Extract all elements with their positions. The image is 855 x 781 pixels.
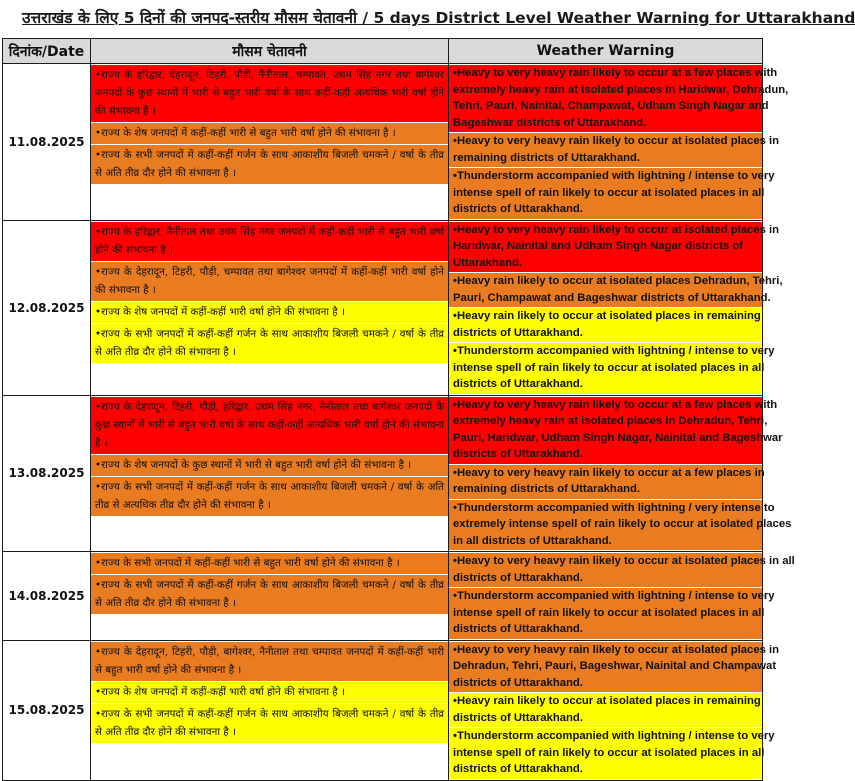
page-title: उत्तराखंड के लिए 5 दिनों की जनपद-स्तरीय मौसम चेतावनी / 5 days District Level Weather Warning for Uttarakhand — [22, 9, 855, 27]
warning-text-line: Pauri, Champawat and Bageshwar districts of Uttarakhand. — [453, 291, 771, 304]
english-warning-item-orange — [449, 588, 775, 639]
warning-text-line: intense spell of rain likely to occur at isolated places in all — [453, 606, 765, 619]
english-warning-item-red — [449, 397, 783, 464]
table-row — [3, 220, 763, 395]
warning-text-line: extremely heavy rain at isolated places in Haridwar, Dehradun, — [453, 83, 789, 96]
english-warning-column-header: Weather Warning — [449, 39, 763, 64]
hindi-warning-cell — [91, 220, 449, 395]
english-warning-cell — [449, 640, 780, 780]
english-warning-cell — [449, 552, 795, 641]
warning-text-line: remaining districts of Uttarakhand. — [453, 483, 641, 495]
warning-text-line: •Heavy to very heavy rain likely to occur at isolated places in — [453, 223, 780, 236]
warning-text-line: districts of Uttarakhand. — [453, 763, 583, 775]
hindi-warning-cell — [91, 640, 449, 780]
english-warning-cell — [449, 64, 789, 221]
hindi-warning-item-yellow: •राज्य के सभी जनपदों में कहीं-कहीं गर्जन के साथ आकाशीय बिजली चमकने / वर्षा के तीव्र से अति तीव्र दौर होने की संभावना है । — [91, 324, 448, 363]
warning-text-line: •Thunderstorm accompanied with lightning / intense to very — [453, 730, 775, 742]
warning-text-line: •Thunderstorm accompanied with lightning / intense to very — [453, 345, 775, 357]
warning-text-line: districts of Uttarakhand. — [453, 623, 583, 635]
hindi-warning-cell — [91, 552, 449, 641]
hindi-warning-item-orange: •राज्य के सभी जनपदों में कहीं-कहीं गर्जन के साथ आकाशीय बिजली चमकने / वर्षा के तीव्र से अति तीव्र दौर होने की संभावना है । — [91, 575, 448, 614]
date-cell: 13.08.2025 — [3, 395, 91, 552]
warning-text-line: districts of Uttarakhand. — [453, 448, 583, 460]
warning-text-line: intense spell of rain likely to occur at isolated places in all — [453, 186, 765, 199]
warning-table — [2, 38, 795, 781]
hindi-warning-cell — [91, 395, 449, 552]
warning-text-line: Haridwar, Nainital and Udham Singh Nagar districts of — [453, 240, 744, 252]
english-warning-item-orange — [449, 500, 792, 551]
warning-text-line: extremely heavy rain at isolated places in Dehradun, Tehri, — [453, 415, 768, 427]
english-warning-item-red — [449, 222, 780, 273]
english-warning-item-red — [449, 65, 789, 132]
warning-text-line: districts of Uttarakhand. — [453, 203, 583, 215]
date-cell: 11.08.2025 — [3, 64, 91, 221]
english-warning-item-orange — [449, 273, 783, 307]
hindi-warning-item-yellow: •राज्य के शेष जनपदों में कहीं-कहीं भारी वर्षा होने की संभावना है । — [91, 302, 448, 323]
english-warning-cell — [449, 395, 792, 552]
hindi-warning-item-orange: •राज्य के देहरादून, टिहरी, पौड़ी, बागेश्वर, नैनीताल तथा चम्पावत जनपदों में कहीं-कहीं भारी से बहुत भारी वर्षा होने की संभावना है । — [91, 642, 448, 681]
hindi-warning-item-red: •राज्य के देहरादून, टिहरी, पौड़ी, हरिद्वार, उधम सिंह नगर, नैनीताल तथा बागेश्वर जनपदों के कुछ स्थानों में भारी से बहुत भारी वर्षा के साथ कहीं-कहीं अत्यधिक भारी वर्षा होने की संभावना है । — [91, 397, 448, 454]
warning-text-line: Dehradun, Tehri, Pauri, Bageshwar, Nainital and Champawat — [453, 660, 777, 672]
english-warning-item-yellow — [449, 728, 775, 779]
warning-text-line: districts of Uttarakhand. — [453, 711, 583, 724]
english-warning-item-orange — [449, 642, 780, 693]
warning-text-line: Uttarakhand. — [453, 256, 523, 269]
hindi-warning-item-red: •राज्य के हरिद्वार, देहरादून, टिहरी, पौड़ी, नैनीताल, चम्पावत, उधम सिंह नगर तथा बागेश्वर जनपदों के कुछ स्थानों में भारी से बहुत भारी वर्षा के साथ कहीं-कहीं अत्यधिक भारी वर्षा होने की संभावना है । — [91, 65, 448, 122]
date-column-header: दिनांक/Date — [3, 39, 91, 64]
hindi-warning-item-orange: •राज्य के शेष जनपदों के कुछ स्थानों में भारी से बहुत भारी वर्षा होने की संभावना है । — [91, 455, 448, 476]
warning-text-line: •Thunderstorm accompanied with lightning / intense to very — [453, 170, 775, 182]
warning-text-line: districts of Uttarakhand. — [453, 326, 583, 339]
english-warning-cell — [449, 220, 783, 395]
english-warning-item-orange — [449, 553, 795, 587]
warning-text-line: •Heavy rain likely to occur at isolated places in remaining — [453, 310, 761, 322]
warning-text-line: districts of Uttarakhand. — [453, 378, 583, 390]
hindi-warning-column-header: मौसम चेतावनी — [91, 39, 449, 64]
warning-text-line: •Thunderstorm accompanied with lightning / intense to very — [453, 590, 775, 602]
warning-text-line: districts of Uttarakhand. — [453, 571, 583, 584]
hindi-warning-item-yellow: •राज्य के सभी जनपदों में कहीं-कहीं गर्जन के साथ आकाशीय बिजली चमकने / वर्षा के तीव्र से अति तीव्र दौर होने की संभावना है । — [91, 704, 448, 743]
date-cell: 12.08.2025 — [3, 220, 91, 395]
hindi-warning-item-orange: •राज्य के शेष जनपदों में कहीं-कहीं भारी से बहुत भारी वर्षा होने की संभावना है । — [91, 123, 448, 144]
warning-text-line: •Heavy to very heavy rain likely to occur at a few places with — [453, 67, 778, 79]
english-warning-item-orange — [449, 133, 780, 167]
table-row — [3, 552, 763, 641]
warning-text-line: •Heavy to very heavy rain likely to occur at isolated places in all — [453, 555, 795, 567]
hindi-warning-item-orange: •राज्य के देहरादून, टिहरी, पौड़ी, चम्पावत तथा बागेश्वर जनपदों में कहीं-कहीं भारी वर्षा होने की संभावना है । — [91, 262, 448, 301]
warning-text-line: intense spell of rain likely to occur at isolated places in all — [453, 746, 765, 759]
warning-text-line: •Heavy to very heavy rain likely to occur at a few places in — [453, 466, 765, 479]
english-warning-item-yellow — [449, 343, 775, 394]
date-cell: 15.08.2025 — [3, 640, 91, 780]
hindi-warning-item-orange: •राज्य के सभी जनपदों में कहीं-कहीं भारी से बहुत भारी वर्षा होने की संभावना है । — [91, 553, 448, 574]
warning-text-line: •Heavy to very heavy rain likely to occur at isolated places in — [453, 135, 780, 147]
english-warning-item-orange — [449, 465, 765, 499]
warning-text-line: districts of Uttarakhand. — [453, 676, 583, 689]
english-warning-item-yellow — [449, 308, 762, 342]
hindi-warning-item-orange: •राज्य के सभी जनपदों में कहीं-कहीं गर्जन के साथ आकाशीय बिजली चमकने / वर्षा के तीव्र से अति तीव्र दौर होने की संभावना है । — [91, 145, 448, 184]
english-warning-item-yellow — [449, 693, 762, 727]
warning-text-line: •Heavy rain likely to occur at isolated places Dehradun, Tehri, — [453, 275, 783, 287]
warning-text-line: Tehri, Pauri, Nainital, Champawat, Udham Singh Nagar and — [453, 100, 769, 112]
warning-text-line: Pauri, Haridwar, Udham Singh Nagar, Nainital and Bageshwar — [453, 431, 783, 444]
warning-text-line: •Heavy to very heavy rain likely to occur at a few places with — [453, 398, 778, 411]
warning-text-line: Bageshwar districts of Uttarakhand. — [453, 116, 647, 129]
warning-text-line: •Heavy rain likely to occur at isolated places in remaining — [453, 695, 761, 707]
table-row — [3, 64, 763, 221]
warning-text-line: intense spell of rain likely to occur at isolated places in all — [453, 361, 765, 374]
table-row — [3, 395, 763, 552]
warning-text-line: •Heavy to very heavy rain likely to occur at isolated places in — [453, 643, 780, 656]
english-warning-item-orange — [449, 168, 775, 219]
hindi-warning-item-yellow: •राज्य के शेष जनपदों में कहीं-कहीं भारी वर्षा होने की संभावना है । — [91, 682, 448, 703]
hindi-warning-item-orange: •राज्य के सभी जनपदों में कहीं-कहीं गर्जन के साथ आकाशीय बिजली चमकने / वर्षा के अति तीव्र से अत्यधिक तीव्र दौर होने की संभावना है । — [91, 477, 448, 516]
hindi-warning-item-red: •राज्य के हरिद्वार, नैनीताल तथा उधम सिंह नगर जनपदों में कहीं-कहीं भारी से बहुत भारी वर्षा होने की संभावना है । — [91, 222, 448, 261]
warning-text-line: •Thunderstorm accompanied with lightning / very intense to — [453, 501, 775, 514]
table-header-row — [3, 39, 763, 64]
warning-text-line: in all districts of Uttarakhand. — [453, 534, 612, 547]
warning-text-line: remaining districts of Uttarakhand. — [453, 151, 641, 164]
warning-text-line: extremely intense spell of rain likely to occur at isolated places — [453, 518, 792, 530]
hindi-warning-cell — [91, 64, 449, 221]
table-row — [3, 640, 763, 780]
date-cell: 14.08.2025 — [3, 552, 91, 641]
